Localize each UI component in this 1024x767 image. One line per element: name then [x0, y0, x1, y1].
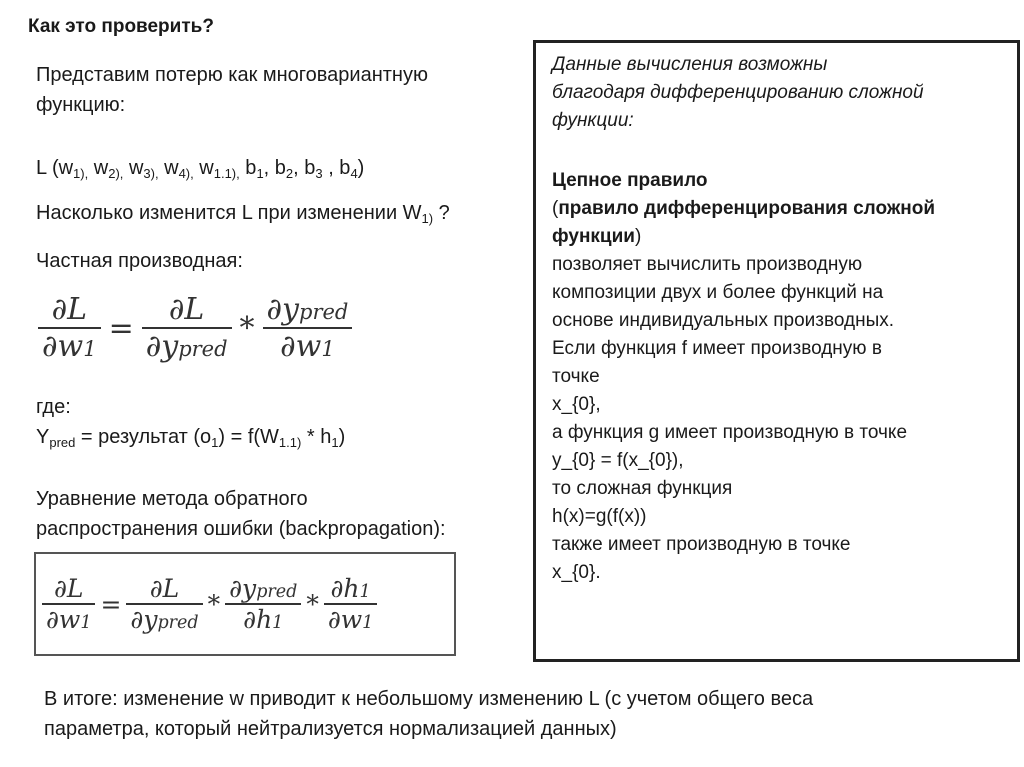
backprop-label-2: распространения ошибки (backpropagation): [36, 518, 446, 540]
bp-term2-fraction: $\frac{\text{∂ypred}}{\partial h1}$ [225, 574, 301, 634]
equals-sign: = [108, 310, 134, 346]
chain-text-line: основе индивидуальных производных. [552, 310, 895, 331]
chain-rule-box [533, 40, 1020, 662]
lhs-fraction: $\frac{\partial L}{\partial w1}$ [38, 292, 101, 364]
chain-text-line: h(x)=g(f(x)) [552, 506, 647, 527]
intro-line-1: Представим потерю как многовариантную [36, 64, 428, 86]
where-label: где: [36, 396, 71, 418]
bp-multiply-sign-2: * [306, 589, 319, 619]
intro-line-2: функцию: [36, 94, 126, 116]
chain-rule-subheading-2: функции) [552, 226, 642, 247]
backprop-formula-box [34, 552, 456, 656]
chain-intro-1: Данные вычисления возможны [552, 54, 828, 75]
term2-fraction: $\frac{\text{∂ypred}}{\partial w1}$ [263, 292, 353, 364]
chain-text-line: а функция g имеет производную в точке [552, 422, 908, 443]
conclusion-line-2: параметра, который нейтрализуется нормализацией данных) [44, 718, 617, 740]
question-line: Насколько изменится L при изменении $W_{1)}$ ? [36, 202, 450, 226]
bp-equals-sign: = [100, 589, 122, 619]
chain-intro-3: функции: [552, 110, 634, 131]
loss-function: L ($w_{1),}$ $w_{2),}$ $w_{3),}$ $w_{4),}$ $w_{1.1),}$ $b_1$, $b_2$, $b_3$ , $b_4$) [36, 157, 365, 181]
chain-text-line: то сложная функция [552, 478, 733, 499]
partial-derivative-label: Частная производная: [36, 250, 243, 272]
bp-term3-fraction: $\frac{\partial h1}{\partial w1}$ [324, 574, 377, 634]
chain-text-line: x_{0}, [552, 394, 601, 415]
chain-text-line: точке [552, 366, 600, 387]
chain-text-line: x_{0}. [552, 562, 601, 583]
conclusion-line-1: В итоге: изменение w приводит к небольшому изменению L (с учетом общего веса [44, 688, 814, 710]
slide-title: Как это проверить? [28, 16, 214, 37]
chain-rule-subheading-1: (правило дифференцирования сложной [552, 198, 936, 219]
chain-intro-2: благодаря дифференцированию сложной [552, 82, 924, 103]
ypred-definition: $Y_{pred}$ = результат $(o_1) = f(W_{1.1)} * h_1)$ [36, 426, 346, 450]
bp-term1-fraction: $\frac{\partial L}{\text{∂ypred}}$ [126, 574, 202, 634]
chain-text-line: также имеет производную в точке [552, 534, 851, 555]
chain-text-line: Если функция f имеет производную в [552, 338, 882, 359]
partial-derivative-formula [38, 292, 352, 364]
chain-rule-heading: Цепное правило [552, 170, 708, 191]
chain-text-line: y_{0} = f(x_{0}), [552, 450, 684, 471]
term1-fraction: $\frac{\partial L}{\text{∂ypred}}$ [142, 292, 232, 364]
backprop-label-1: Уравнение метода обратного [36, 488, 308, 510]
bp-lhs-fraction: $\frac{\partial L}{\partial w1}$ [42, 574, 95, 634]
bp-multiply-sign-1: * [207, 589, 221, 619]
chain-text-line: позволяет вычислить производную [552, 254, 863, 275]
chain-text-line: композиции двух и более функций на [552, 282, 884, 303]
multiply-sign: * [239, 310, 255, 346]
